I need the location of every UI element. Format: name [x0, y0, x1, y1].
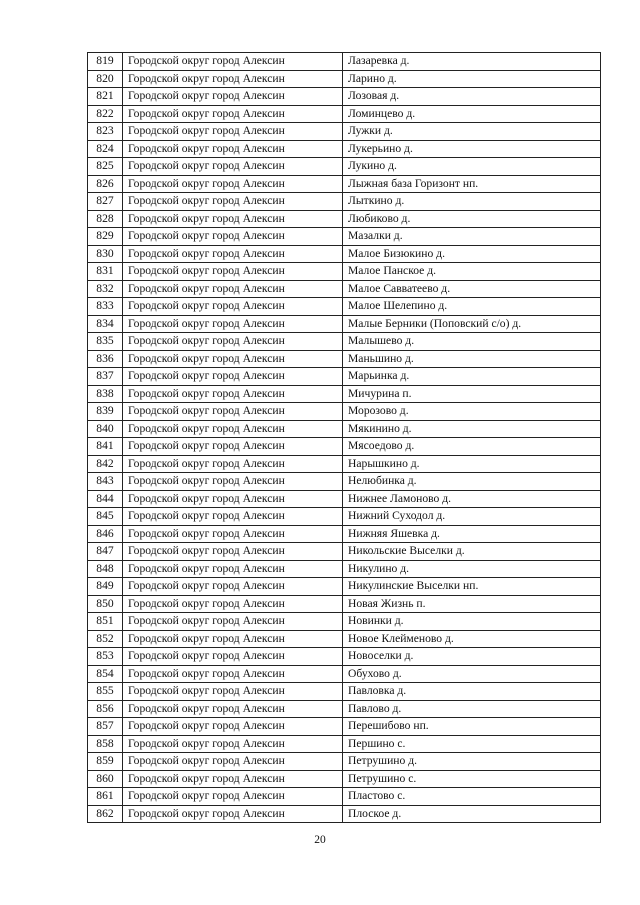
settlement-cell: Мясоедово д. — [343, 438, 601, 456]
settlement-cell: Никулино д. — [343, 560, 601, 578]
row-number-cell: 841 — [88, 438, 123, 456]
settlement-cell: Обухово д. — [343, 665, 601, 683]
settlement-cell: Лазаревка д. — [343, 53, 601, 71]
row-number-cell: 840 — [88, 420, 123, 438]
page-number: 20 — [314, 834, 326, 846]
district-cell: Городской округ город Алексин — [123, 298, 343, 316]
settlement-cell: Плоское д. — [343, 805, 601, 823]
table-row — [88, 403, 601, 421]
row-number-cell: 862 — [88, 805, 123, 823]
district-cell: Городской округ город Алексин — [123, 385, 343, 403]
table-row — [88, 735, 601, 753]
settlement-cell: Ломинцево д. — [343, 105, 601, 123]
district-cell: Городской округ город Алексин — [123, 315, 343, 333]
settlement-cell: Лыткино д. — [343, 193, 601, 211]
row-number-cell: 825 — [88, 158, 123, 176]
district-cell: Городской округ город Алексин — [123, 630, 343, 648]
table-row — [88, 88, 601, 106]
settlement-cell: Новоселки д. — [343, 648, 601, 666]
row-number-cell: 833 — [88, 298, 123, 316]
row-number-cell: 830 — [88, 245, 123, 263]
table-row — [88, 280, 601, 298]
row-number-cell: 846 — [88, 525, 123, 543]
table-row — [88, 333, 601, 351]
settlement-cell: Малое Шелепино д. — [343, 298, 601, 316]
table-row — [88, 158, 601, 176]
district-cell: Городской округ город Алексин — [123, 88, 343, 106]
table-row — [88, 508, 601, 526]
row-number-cell: 859 — [88, 753, 123, 771]
settlement-cell: Никулинские Выселки нп. — [343, 578, 601, 596]
settlement-cell: Петрушино с. — [343, 770, 601, 788]
settlement-cell: Нижнее Ламоново д. — [343, 490, 601, 508]
table-row — [88, 788, 601, 806]
settlement-cell: Морозово д. — [343, 403, 601, 421]
district-cell: Городской округ город Алексин — [123, 245, 343, 263]
settlement-cell: Лыжная база Горизонт нп. — [343, 175, 601, 193]
table-row — [88, 123, 601, 141]
district-cell: Городской округ город Алексин — [123, 595, 343, 613]
row-number-cell: 838 — [88, 385, 123, 403]
table-row — [88, 368, 601, 386]
settlement-cell: Петрушино д. — [343, 753, 601, 771]
table-row — [88, 490, 601, 508]
table-row — [88, 210, 601, 228]
row-number-cell: 853 — [88, 648, 123, 666]
table-row — [88, 53, 601, 71]
settlement-cell: Нижняя Яшевка д. — [343, 525, 601, 543]
table-row — [88, 385, 601, 403]
table-row — [88, 193, 601, 211]
table-row — [88, 228, 601, 246]
table-row — [88, 630, 601, 648]
row-number-cell: 843 — [88, 473, 123, 491]
table-row — [88, 613, 601, 631]
district-cell: Городской округ город Алексин — [123, 543, 343, 561]
row-number-cell: 836 — [88, 350, 123, 368]
row-number-cell: 861 — [88, 788, 123, 806]
row-number-cell: 842 — [88, 455, 123, 473]
row-number-cell: 826 — [88, 175, 123, 193]
table-row — [88, 455, 601, 473]
table-row — [88, 525, 601, 543]
settlement-cell: Мякинино д. — [343, 420, 601, 438]
row-number-cell: 822 — [88, 105, 123, 123]
row-number-cell: 847 — [88, 543, 123, 561]
row-number-cell: 839 — [88, 403, 123, 421]
district-cell: Городской округ город Алексин — [123, 193, 343, 211]
table-row — [88, 700, 601, 718]
settlement-cell: Мазалки д. — [343, 228, 601, 246]
row-number-cell: 823 — [88, 123, 123, 141]
district-cell: Городской округ город Алексин — [123, 210, 343, 228]
settlement-cell: Нижний Суходол д. — [343, 508, 601, 526]
table-row — [88, 298, 601, 316]
settlement-cell: Павлово д. — [343, 700, 601, 718]
row-number-cell: 851 — [88, 613, 123, 631]
district-cell: Городской округ город Алексин — [123, 403, 343, 421]
table-row — [88, 70, 601, 88]
district-cell: Городской округ город Алексин — [123, 805, 343, 823]
district-cell: Городской округ город Алексин — [123, 648, 343, 666]
settlement-cell: Пластово с. — [343, 788, 601, 806]
table-row — [88, 805, 601, 823]
district-cell: Городской округ город Алексин — [123, 280, 343, 298]
district-cell: Городской округ город Алексин — [123, 508, 343, 526]
district-cell: Городской округ город Алексин — [123, 438, 343, 456]
table-row — [88, 140, 601, 158]
district-cell: Городской округ город Алексин — [123, 735, 343, 753]
settlement-cell: Никольские Выселки д. — [343, 543, 601, 561]
settlement-cell: Нарышкино д. — [343, 455, 601, 473]
row-number-cell: 852 — [88, 630, 123, 648]
settlement-cell: Ларино д. — [343, 70, 601, 88]
settlement-cell: Малые Берники (Поповский с/о) д. — [343, 315, 601, 333]
row-number-cell: 828 — [88, 210, 123, 228]
district-cell: Городской округ город Алексин — [123, 560, 343, 578]
district-cell: Городской округ город Алексин — [123, 228, 343, 246]
settlement-cell: Малое Бизюкино д. — [343, 245, 601, 263]
district-cell: Городской округ город Алексин — [123, 420, 343, 438]
settlement-cell: Марьинка д. — [343, 368, 601, 386]
district-cell: Городской округ город Алексин — [123, 788, 343, 806]
district-cell: Городской округ город Алексин — [123, 263, 343, 281]
table-row — [88, 438, 601, 456]
settlement-cell: Малышево д. — [343, 333, 601, 351]
settlement-cell: Перешибово нп. — [343, 718, 601, 736]
district-cell: Городской округ город Алексин — [123, 333, 343, 351]
settlement-cell: Маньшино д. — [343, 350, 601, 368]
row-number-cell: 820 — [88, 70, 123, 88]
settlement-cell: Новое Клейменово д. — [343, 630, 601, 648]
table-row — [88, 683, 601, 701]
row-number-cell: 860 — [88, 770, 123, 788]
table-row — [88, 175, 601, 193]
district-cell: Городской округ город Алексин — [123, 53, 343, 71]
row-number-cell: 844 — [88, 490, 123, 508]
district-cell: Городской округ город Алексин — [123, 683, 343, 701]
row-number-cell: 829 — [88, 228, 123, 246]
table-row — [88, 105, 601, 123]
district-cell: Городской округ город Алексин — [123, 105, 343, 123]
table-row — [88, 350, 601, 368]
settlements-table-body — [88, 53, 601, 823]
settlement-cell: Новинки д. — [343, 613, 601, 631]
row-number-cell: 824 — [88, 140, 123, 158]
row-number-cell: 819 — [88, 53, 123, 71]
table-row — [88, 245, 601, 263]
row-number-cell: 837 — [88, 368, 123, 386]
row-number-cell: 858 — [88, 735, 123, 753]
table-row — [88, 473, 601, 491]
row-number-cell: 835 — [88, 333, 123, 351]
district-cell: Городской округ город Алексин — [123, 175, 343, 193]
row-number-cell: 827 — [88, 193, 123, 211]
district-cell: Городской округ город Алексин — [123, 473, 343, 491]
district-cell: Городской округ город Алексин — [123, 700, 343, 718]
settlement-cell: Малое Панское д. — [343, 263, 601, 281]
row-number-cell: 855 — [88, 683, 123, 701]
district-cell: Городской округ город Алексин — [123, 455, 343, 473]
row-number-cell: 832 — [88, 280, 123, 298]
table-row — [88, 315, 601, 333]
table-row — [88, 420, 601, 438]
row-number-cell: 845 — [88, 508, 123, 526]
settlement-cell: Лукерьино д. — [343, 140, 601, 158]
district-cell: Городской округ город Алексин — [123, 123, 343, 141]
row-number-cell: 848 — [88, 560, 123, 578]
district-cell: Городской округ город Алексин — [123, 770, 343, 788]
row-number-cell: 857 — [88, 718, 123, 736]
settlement-cell: Першино с. — [343, 735, 601, 753]
row-number-cell: 849 — [88, 578, 123, 596]
district-cell: Городской округ город Алексин — [123, 140, 343, 158]
table-row — [88, 578, 601, 596]
district-cell: Городской округ город Алексин — [123, 665, 343, 683]
row-number-cell: 850 — [88, 595, 123, 613]
settlement-cell: Любиково д. — [343, 210, 601, 228]
settlements-table — [87, 52, 601, 823]
district-cell: Городской округ город Алексин — [123, 718, 343, 736]
row-number-cell: 854 — [88, 665, 123, 683]
table-row — [88, 665, 601, 683]
district-cell: Городской округ город Алексин — [123, 525, 343, 543]
district-cell: Городской округ город Алексин — [123, 350, 343, 368]
district-cell: Городской округ город Алексин — [123, 70, 343, 88]
district-cell: Городской округ город Алексин — [123, 753, 343, 771]
district-cell: Городской округ город Алексин — [123, 490, 343, 508]
district-cell: Городской округ город Алексин — [123, 158, 343, 176]
table-row — [88, 770, 601, 788]
settlement-cell: Мичурина п. — [343, 385, 601, 403]
table-row — [88, 543, 601, 561]
table-row — [88, 263, 601, 281]
district-cell: Городской округ город Алексин — [123, 613, 343, 631]
row-number-cell: 856 — [88, 700, 123, 718]
settlement-cell: Лужки д. — [343, 123, 601, 141]
table-row — [88, 595, 601, 613]
settlement-cell: Лозовая д. — [343, 88, 601, 106]
settlement-cell: Лукино д. — [343, 158, 601, 176]
settlement-cell: Новая Жизнь п. — [343, 595, 601, 613]
row-number-cell: 834 — [88, 315, 123, 333]
district-cell: Городской округ город Алексин — [123, 578, 343, 596]
district-cell: Городской округ город Алексин — [123, 368, 343, 386]
settlement-cell: Нелюбинка д. — [343, 473, 601, 491]
row-number-cell: 831 — [88, 263, 123, 281]
settlement-cell: Павловка д. — [343, 683, 601, 701]
table-row — [88, 753, 601, 771]
table-row — [88, 718, 601, 736]
table-row — [88, 648, 601, 666]
table-row — [88, 560, 601, 578]
row-number-cell: 821 — [88, 88, 123, 106]
settlement-cell: Малое Савватеево д. — [343, 280, 601, 298]
